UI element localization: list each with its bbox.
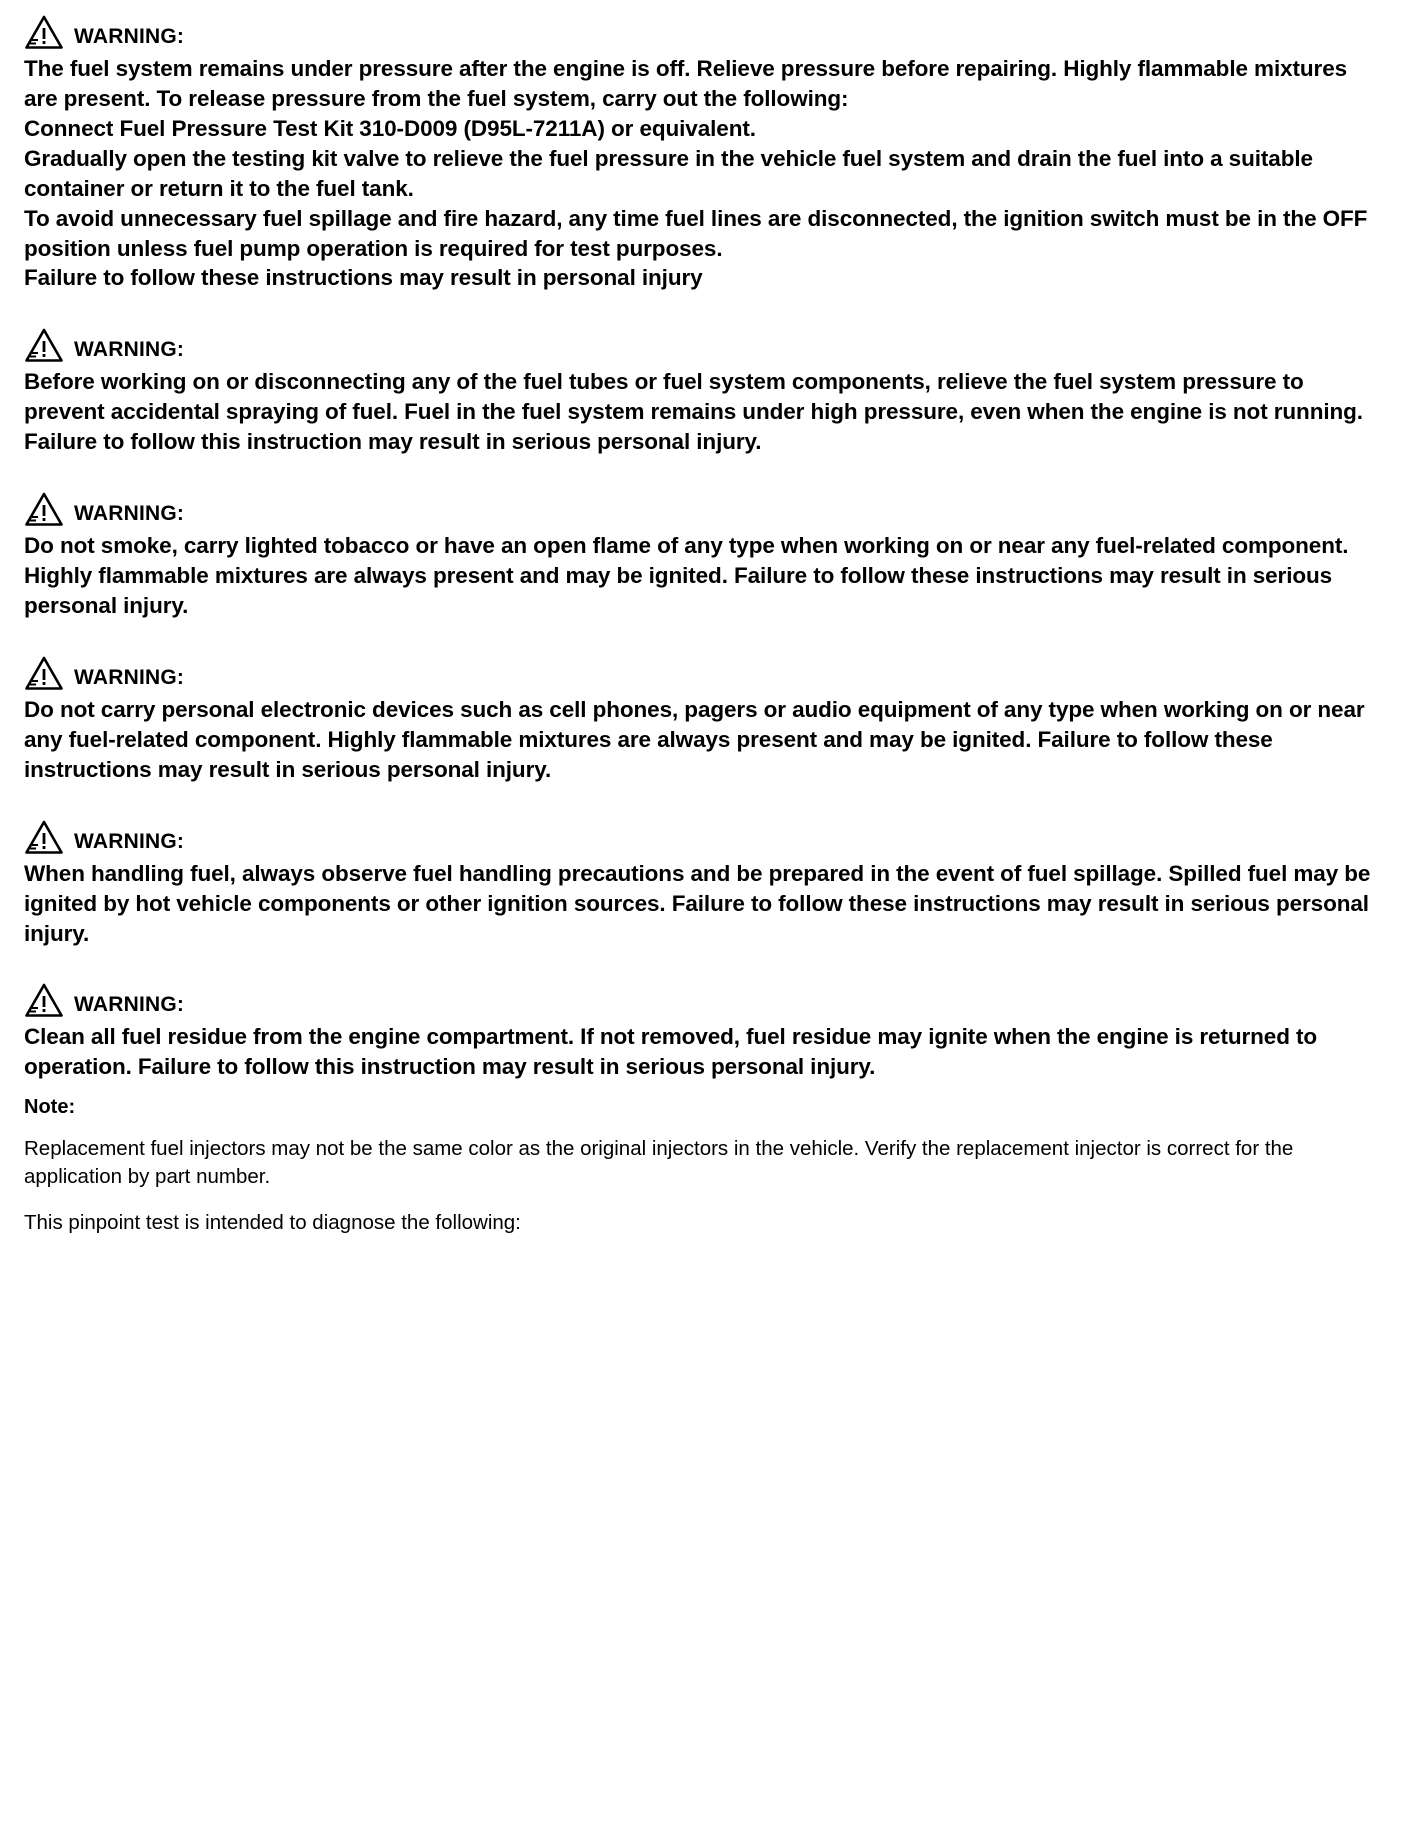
- warning-line: Gradually open the testing kit valve to relieve the fuel pressure in the vehicle fuel system and drain the fuel into a suitable container or return it to the fuel tank.: [24, 145, 1313, 201]
- warning-header-3: [24, 491, 1384, 527]
- warning-label-3: WARNING:: [74, 502, 185, 526]
- warning-header-2: [24, 327, 1384, 363]
- warning-triangle-icon: [24, 491, 64, 527]
- warning-line: Do not carry personal electronic devices such as cell phones, pagers or audio equipment of any type when working on or near any fuel-related component. Highly flammable mixtures are always present and may be ignited. Failure to follow these instructions may result in serious personal injury.: [24, 696, 1365, 782]
- note-text: Replacement fuel injectors may not be the same color as the original injectors in the vehicle. Verify the replacement injector is correct for the application by part number.: [24, 1137, 1294, 1189]
- warning-block-1: [24, 14, 1384, 293]
- warning-line: When handling fuel, always observe fuel handling precautions and be prepared in the event of fuel spillage. Spilled fuel may be ignited by hot vehicle components or other ignition sources. Failure to follow these instructions may result in serious personal injury.: [24, 860, 1371, 946]
- warning-body-6: [24, 1022, 1379, 1082]
- warning-body-3: [24, 531, 1379, 621]
- warning-triangle-icon: [24, 819, 64, 855]
- warning-label-1: WARNING:: [74, 25, 185, 48]
- warning-header-6: [24, 982, 1384, 1018]
- warning-label-2: WARNING:: [74, 338, 185, 362]
- warning-triangle-icon: [24, 14, 64, 50]
- warning-triangle-icon: [24, 327, 64, 363]
- warning-line: Clean all fuel residue from the engine compartment. If not removed, fuel residue may ignite when the engine is returned to operation. Failure to follow this instruction may result in serious personal injury.: [24, 1024, 1318, 1080]
- warning-line: To avoid unnecessary fuel spillage and fire hazard, any time fuel lines are disconnected, the ignition switch must be in the OFF position unless fuel pump operation is required for test purposes.: [24, 205, 1368, 261]
- warning-body-5: [24, 859, 1379, 949]
- warning-block-2: [24, 327, 1384, 457]
- warning-triangle-icon: [24, 655, 64, 691]
- warning-block-3: [24, 491, 1384, 621]
- warning-block-6: [24, 982, 1384, 1082]
- warning-header-4: [24, 655, 1384, 691]
- warning-label-6: WARNING:: [74, 993, 185, 1017]
- warning-body-1: [24, 54, 1379, 293]
- warning-header-5: [24, 819, 1384, 855]
- warning-body-2: [24, 367, 1379, 457]
- warning-line: Do not smoke, carry lighted tobacco or have an open flame of any type when working on or near any fuel-related component. Highly flammable mixtures are always present and may be ignited. Failure to follow these instructions may result in serious personal injury.: [24, 533, 1349, 618]
- warning-block-5: [24, 819, 1384, 949]
- note-label: Note:: [24, 1096, 76, 1119]
- intro-text: This pinpoint test is intended to diagnose the following:: [24, 1211, 521, 1235]
- warning-line: The fuel system remains under pressure after the engine is off. Relieve pressure before repairing. Highly flammable mixtures are present. To release pressure from the fuel system, carry out the following:: [24, 56, 1348, 111]
- warning-body-4: [24, 695, 1379, 785]
- warning-triangle-icon: [24, 982, 64, 1018]
- warning-label-4: WARNING:: [74, 665, 185, 689]
- warning-label-5: WARNING:: [74, 829, 185, 853]
- warning-line: Connect Fuel Pressure Test Kit 310-D009 (D95L-7211A) or equivalent.: [24, 115, 756, 141]
- warning-header-1: [24, 14, 1384, 50]
- warning-line: Before working on or disconnecting any of the fuel tubes or fuel system components, relieve the fuel system pressure to prevent accidental spraying of fuel. Fuel in the fuel system remains under high pressure, even when the engine is not running. Failure to follow this instruction may result in serious personal injury.: [24, 369, 1363, 455]
- warning-block-4: [24, 655, 1384, 785]
- warning-line: Failure to follow these instructions may result in personal injury: [24, 265, 703, 291]
